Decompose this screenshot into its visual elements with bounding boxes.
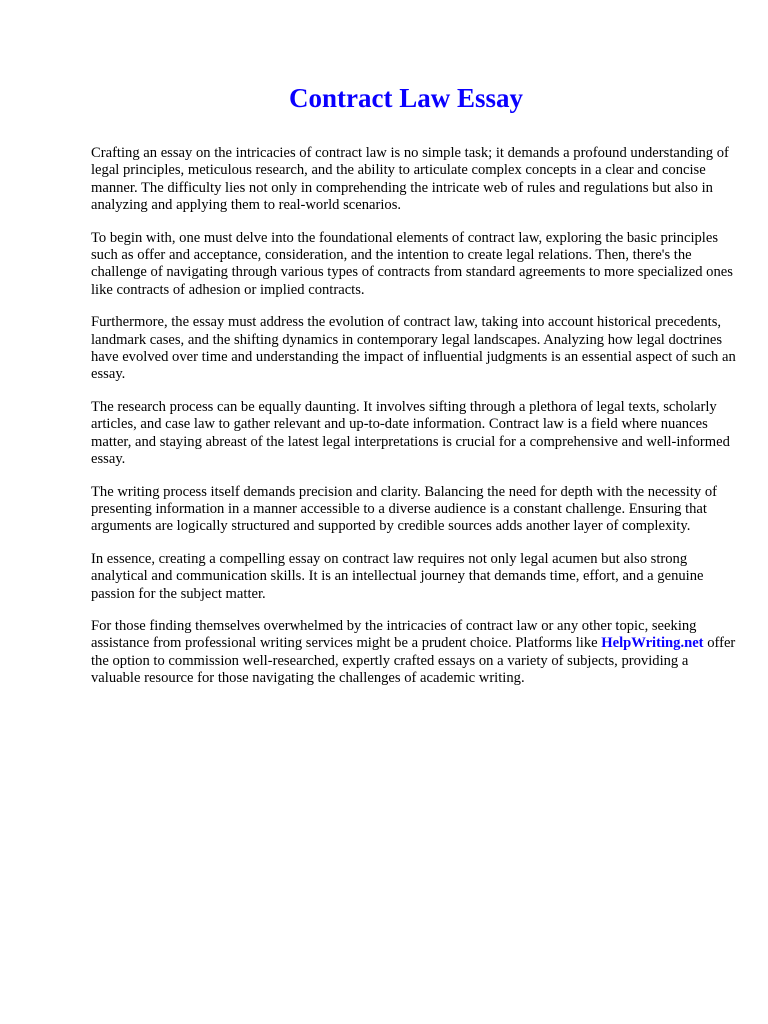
paragraph-7 [91, 618, 736, 688]
paragraph-1: Crafting an essay on the intricacies of contract law is no simple task; it demands a profound understanding of legal principles, meticulous research, and the ability to articulate complex concepts in a clear and concise manner. The difficulty lies not only in comprehending the intricate web of rules and regulations but also in analyzing and applying them to real-world scenarios. [91, 145, 729, 214]
essay-body [91, 145, 736, 703]
page-title: Contract Law Essay [289, 83, 523, 113]
paragraph-5: The writing process itself demands precision and clarity. Balancing the need for depth with the necessity of presenting information in a manner accessible to a diverse audience is a constant challenge. Ensuring that arguments are logically structured and supported by credible sources adds another layer of complexity. [91, 483, 717, 535]
paragraph-2: To begin with, one must delve into the foundational elements of contract law, exploring the basic principles such as offer and acceptance, consideration, and the intention to create legal relations. Then, there's the challenge of navigating through various types of contracts from standard agreements to more specialized ones like contracts of adhesion or implied contracts. [91, 229, 733, 298]
paragraph-3: Furthermore, the essay must address the evolution of contract law, taking into account historical precedents, landmark cases, and the shifting dynamics in contemporary legal landscapes. Analyzing how legal doctrines have evolved over time and understanding the impact of influential judgments is an essential aspect of such an essay. [91, 314, 736, 383]
paragraph-6: In essence, creating a compelling essay on contract law requires not only legal acumen but also strong analytical and communication skills. It is an intellectual journey that demands time, effort, and a genuine passion for the subject matter. [91, 550, 704, 602]
paragraph-7-before-link: For those finding themselves overwhelmed by the intricacies of contract law or any other topic, seeking assistance from professional writing services might be a prudent choice. Platforms like [91, 617, 697, 652]
helpwriting-link[interactable]: HelpWriting.net [601, 635, 704, 652]
paragraph-4: The research process can be equally daunting. It involves sifting through a plethora of legal texts, scholarly articles, and case law to gather relevant and up-to-date information. Contract law is a field where nuances matter, and staying abreast of the latest legal interpretations is crucial for a comprehensive and well-informed essay. [91, 398, 730, 468]
paragraph-7-after-link: offer the option to commission well-researched, expertly crafted essays on a variety of subjects, providing a valuable resource for those navigating the challenges of academic writing. [91, 635, 736, 687]
